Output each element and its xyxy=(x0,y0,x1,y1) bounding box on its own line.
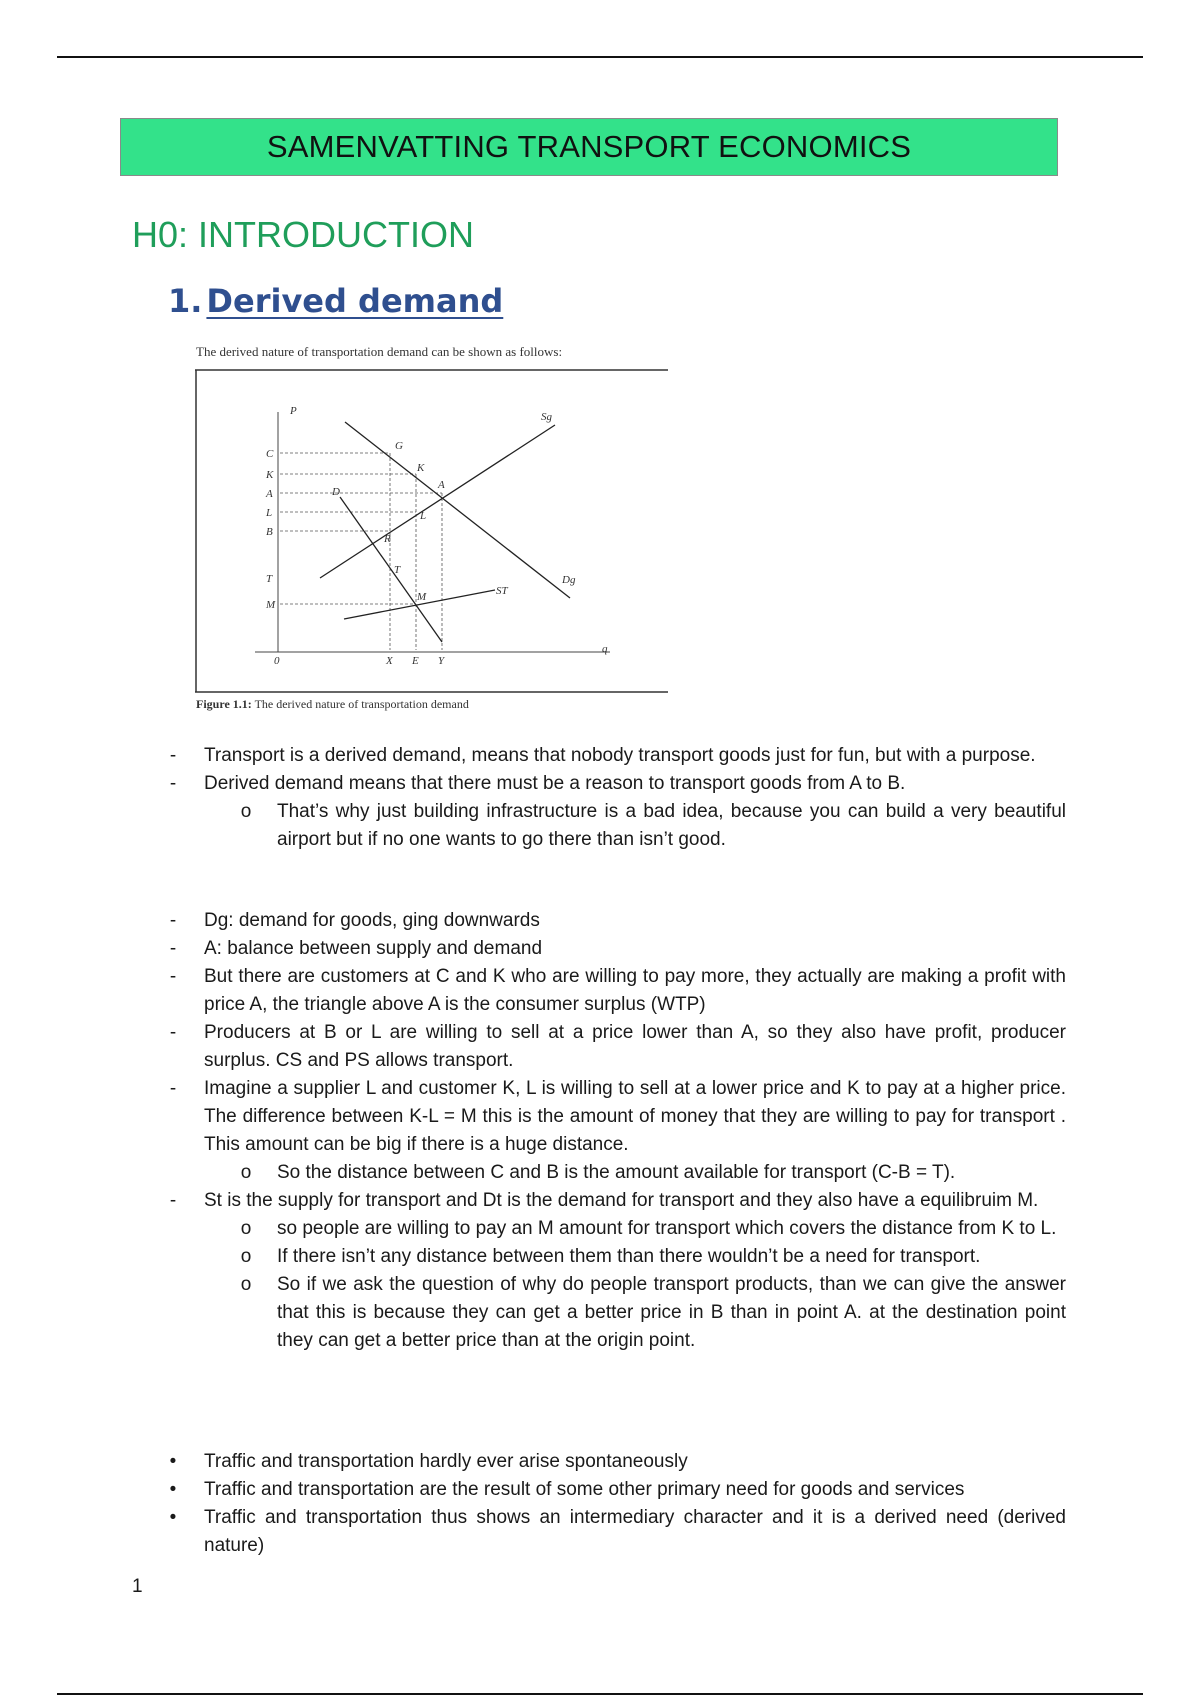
bullet-marker: • xyxy=(169,1507,177,1528)
x-label-x: X xyxy=(386,655,393,667)
bullets-group-3 xyxy=(0,1448,1200,1560)
dash-marker: - xyxy=(169,745,177,766)
point-label-d: D xyxy=(332,486,340,498)
list-item xyxy=(0,770,1200,798)
x-label-e: E xyxy=(412,655,419,667)
list-item xyxy=(0,1448,1200,1476)
circle-marker: o xyxy=(240,1246,252,1267)
y-label-t: T xyxy=(266,573,273,585)
list-item-text: Traffic and transportation are the result of some other primary need for goods and services xyxy=(204,1479,965,1500)
dash-marker: - xyxy=(169,910,177,931)
circle-marker: o xyxy=(240,1218,252,1239)
list-item-text: Traffic and transportation hardly ever arise spontaneously xyxy=(204,1451,688,1472)
list-item-text: Transport is a derived demand, means that nobody transport goods just for fun, but with a purpose. xyxy=(204,745,1036,766)
point-label-t: T xyxy=(394,564,401,576)
list-item-text: But there are customers at C and K who are willing to pay more, they actually are making a profit with price A, the triangle above A is the consumer surplus (WTP) xyxy=(204,966,1066,1015)
figure-caption-label: Figure 1.1: xyxy=(196,697,252,711)
circle-marker: o xyxy=(240,801,252,822)
point-label-r: R xyxy=(384,533,391,545)
demand-goods-curve xyxy=(345,422,570,598)
sub-list-item xyxy=(0,798,1200,854)
y-label-b: B xyxy=(266,526,273,538)
list-item xyxy=(0,907,1200,935)
y-label-c: C xyxy=(266,448,274,460)
sub-list-item-text: That’s why just building infrastructure is a bad idea, because you can build a very beautiful airport but if no one wants to go there than isn’t good. xyxy=(277,801,1066,850)
figure-caption xyxy=(196,697,469,712)
circle-marker: o xyxy=(240,1162,252,1183)
curve-label-sg: Sg xyxy=(541,411,552,423)
y-label-a: A xyxy=(266,488,273,500)
point-label-k: K xyxy=(417,462,425,474)
bottom-rule xyxy=(57,1693,1143,1695)
sub-list-item xyxy=(204,1159,1066,1187)
figure-caption-text: The derived nature of transportation demand xyxy=(254,697,469,711)
section-title: Derived demand xyxy=(206,282,504,320)
dash-marker: - xyxy=(169,1190,177,1211)
sub-list-item-text: If there isn’t any distance between them than there wouldn’t be a need for transport. xyxy=(277,1246,981,1267)
derived-demand-figure xyxy=(130,332,680,722)
section-number: 1. xyxy=(168,282,203,320)
top-rule xyxy=(57,56,1143,58)
list-item xyxy=(0,1075,1200,1187)
curve-label-st: ST xyxy=(496,585,508,597)
list-item-text: A: balance between supply and demand xyxy=(204,938,543,959)
sub-list-item-text: so people are willing to pay an M amount for transport which covers the distance from K to L. xyxy=(277,1218,1057,1239)
sub-list-item xyxy=(204,1215,1066,1243)
sub-list-item xyxy=(204,1243,1066,1271)
list-item-text: Derived demand means that there must be a reason to transport goods from A to B. xyxy=(204,773,906,794)
chapter-heading: H0: INTRODUCTION xyxy=(132,214,474,255)
list-item xyxy=(0,1019,1200,1075)
bullet-marker: • xyxy=(169,1451,177,1472)
list-item xyxy=(0,963,1200,1019)
sub-list-item-text: So if we ask the question of why do people transport products, than we can give the answer that this is because they can get a better price in B than in point A. at the destination point they can get a better price than at the origin point. xyxy=(277,1274,1066,1351)
dash-marker: - xyxy=(169,966,177,987)
sub-list-item xyxy=(204,1271,1066,1355)
origin-label: 0 xyxy=(274,655,280,667)
list-item xyxy=(0,1187,1200,1355)
list-item-text: Dg: demand for goods, ging downwards xyxy=(204,910,540,931)
list-item xyxy=(0,1504,1200,1560)
bullets-group-2 xyxy=(0,907,1200,1355)
y-label-l: L xyxy=(266,507,273,519)
dash-marker: - xyxy=(169,938,177,959)
page-number: 1 xyxy=(132,1576,143,1597)
dash-marker: - xyxy=(169,1078,177,1099)
bullets-group-1 xyxy=(0,742,1200,854)
bullet-marker: • xyxy=(169,1479,177,1500)
section-heading xyxy=(168,282,503,320)
list-item-text: Producers at B or L are willing to sell at a price lower than A, so they also have profit, producer surplus. CS and PS allows transport. xyxy=(204,1022,1066,1071)
list-item-text: St is the supply for transport and Dt is the demand for transport and they also have a equilibruim M. xyxy=(204,1190,1039,1211)
list-item xyxy=(0,1476,1200,1504)
q-axis-label: q xyxy=(602,643,608,655)
dash-marker: - xyxy=(169,1022,177,1043)
supply-goods-curve xyxy=(320,425,555,578)
sub-list-item-text: So the distance between C and B is the amount available for transport (C-B = T). xyxy=(277,1162,956,1183)
derived-demand-diagram xyxy=(130,332,680,722)
x-label-y: Y xyxy=(438,655,445,667)
list-item xyxy=(0,742,1200,770)
curve-label-dg: Dg xyxy=(562,574,576,586)
figure-intro-text: The derived nature of transportation demand can be shown as follows: xyxy=(196,344,563,359)
list-item-text: Imagine a supplier L and customer K, L is willing to sell at a lower price and K to pay at a higher price. The difference between K-L = M this is the amount of money that they are willing to pay for transport . This amount can be big if there is a huge distance. xyxy=(204,1078,1066,1155)
point-label-l: L xyxy=(420,510,427,522)
circle-marker: o xyxy=(240,1274,252,1295)
p-axis-label: P xyxy=(290,405,297,417)
y-label-m: M xyxy=(266,599,276,611)
demand-transport-curve xyxy=(340,497,442,642)
point-label-a: A xyxy=(438,479,445,491)
document-title: SAMENVATTING TRANSPORT ECONOMICS xyxy=(120,118,1058,176)
list-item-text: Traffic and transportation thus shows an intermediary character and it is a derived need (derived nature) xyxy=(204,1507,1066,1556)
y-label-k: K xyxy=(266,469,274,481)
dash-marker: - xyxy=(169,773,177,794)
list-item xyxy=(0,935,1200,963)
point-label-g: G xyxy=(395,440,403,452)
point-label-m: M xyxy=(417,591,427,603)
